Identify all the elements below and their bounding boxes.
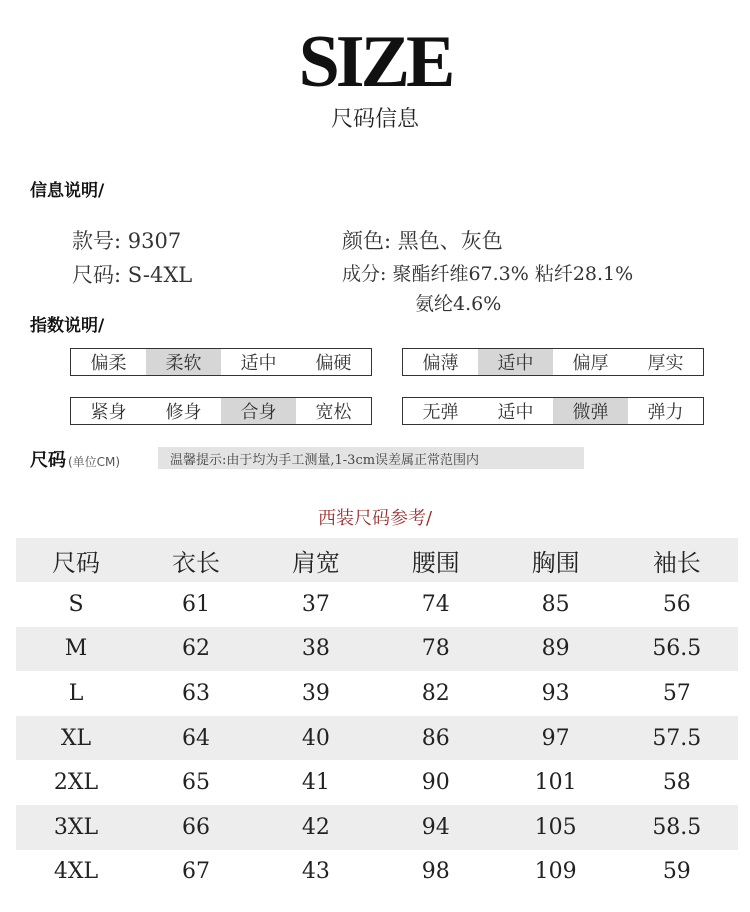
table-cell: 74 [421, 591, 450, 617]
composition-line-2: 氨纶4.6% [415, 293, 502, 315]
table-cell: 94 [421, 814, 450, 840]
table-cell: 58 [662, 770, 691, 796]
table-cell: 59 [662, 859, 691, 885]
column-header: 腰围 [411, 548, 460, 577]
table-cell: 56.5 [652, 636, 702, 662]
table-row [16, 671, 738, 716]
table-cell: 41 [301, 770, 330, 796]
index-heading: 指数说明/ [30, 316, 105, 336]
column-header: 胸围 [531, 548, 580, 577]
table-cell: 67 [181, 859, 210, 885]
table-cell: 66 [181, 814, 210, 840]
table-cell: 56 [662, 591, 691, 617]
thickness-option: 偏厚 [572, 353, 609, 374]
table-cell: 65 [181, 770, 210, 796]
table-cell: XL [60, 725, 92, 751]
table-cell: 4XL [53, 859, 99, 885]
table-cell: 40 [301, 725, 330, 751]
table-cell: M [64, 636, 88, 662]
column-header: 尺码 [52, 548, 100, 577]
fit-option: 宽松 [315, 402, 352, 423]
table-cell: 89 [541, 636, 570, 662]
size-note [30, 446, 120, 472]
table-title: 西装尺码参考/ [317, 508, 433, 529]
fit-option-selected: 合身 [221, 398, 296, 424]
table-cell: 101 [534, 770, 577, 796]
softness-option-selected: 柔软 [146, 349, 221, 375]
table-cell: 82 [421, 680, 450, 706]
elasticity-option: 无弹 [422, 402, 459, 423]
column-header: 肩宽 [291, 548, 340, 577]
softness-option: 适中 [240, 353, 277, 374]
table-cell: 105 [534, 814, 577, 840]
table-cell: 37 [301, 591, 330, 617]
measurement-tip [158, 447, 584, 469]
table-cell: 86 [421, 725, 450, 751]
table-row [16, 627, 738, 672]
style-number: 款号: 9307 [72, 229, 182, 253]
color-info: 颜色: 黑色、灰色 [342, 229, 503, 253]
softness-option: 偏柔 [90, 353, 127, 374]
table-cell: 38 [301, 636, 330, 662]
table-cell: 43 [301, 859, 330, 885]
table-cell: 3XL [53, 814, 99, 840]
table-cell: 64 [181, 725, 210, 751]
elasticity-scale [402, 397, 704, 425]
thickness-scale [402, 348, 704, 376]
table-cell: 61 [181, 591, 210, 617]
table-cell: 98 [421, 859, 450, 885]
table-cell: 39 [301, 680, 330, 706]
table-cell: 90 [421, 770, 450, 796]
table-header-row [16, 538, 738, 582]
info-heading: 信息说明/ [30, 181, 105, 201]
table-cell: 63 [181, 680, 210, 706]
softness-scale [70, 348, 372, 376]
table-cell: S [68, 591, 84, 617]
table-cell: L [68, 680, 84, 706]
column-header: 袖长 [652, 548, 701, 577]
table-row [16, 582, 738, 627]
table-cell: 109 [534, 859, 577, 885]
column-header: 衣长 [171, 548, 220, 577]
softness-option: 偏硬 [315, 353, 352, 374]
size-note-unit: (单位CM) [68, 455, 121, 469]
elasticity-option: 适中 [497, 402, 534, 423]
fit-scale [70, 397, 372, 425]
size-note-label: 尺码 [30, 450, 66, 471]
table-row [16, 850, 738, 895]
table-row [16, 805, 738, 850]
table-cell: 2XL [53, 770, 99, 796]
table-cell: 97 [541, 725, 570, 751]
thickness-option: 偏薄 [422, 353, 459, 374]
table-row [16, 716, 738, 761]
table-cell: 42 [301, 814, 330, 840]
elasticity-option-selected: 微弹 [553, 398, 628, 424]
table-cell: 62 [181, 636, 210, 662]
table-cell: 78 [421, 636, 450, 662]
page-title: SIZE [298, 21, 452, 103]
table-cell: 93 [541, 680, 570, 706]
table-cell: 85 [541, 591, 570, 617]
measurement-tip-text: 温馨提示:由于均为手工测量,1-3cm误差属正常范围内 [170, 452, 480, 468]
thickness-option-selected: 适中 [478, 349, 553, 375]
size-table [16, 538, 738, 894]
table-row [16, 760, 738, 805]
fit-option: 紧身 [90, 402, 127, 423]
table-cell: 57.5 [652, 725, 702, 751]
composition-line-1: 成分: 聚酯纤维67.3% 粘纤28.1% [342, 263, 634, 285]
table-cell: 57 [662, 680, 691, 706]
size-range: 尺码: S-4XL [72, 263, 193, 287]
elasticity-option: 弹力 [647, 402, 684, 423]
thickness-option: 厚实 [647, 353, 684, 374]
fit-option: 修身 [165, 402, 202, 423]
table-cell: 58.5 [652, 814, 702, 840]
page-subtitle: 尺码信息 [330, 107, 419, 132]
